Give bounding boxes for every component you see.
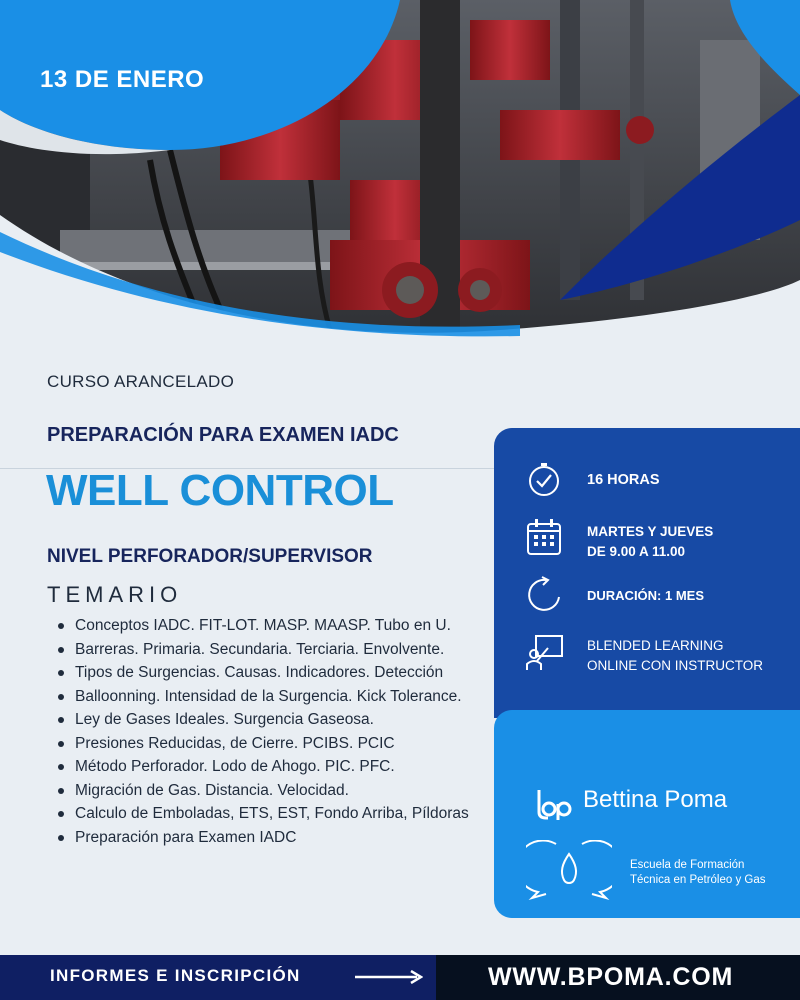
syllabus-item: Preparación para Examen IADC (48, 826, 493, 850)
brand-emblem-icon (526, 840, 612, 900)
syllabus-item: Ley de Gases Ideales. Surgencia Gaseosa. (48, 708, 493, 732)
duration-text: DURACIÓN: 1 MES (587, 588, 705, 603)
wellhead-photo (0, 0, 800, 340)
bp-logo-icon (536, 790, 572, 820)
syllabus-item: Método Perforador. Lodo de Ahogo. PIC. PFC. (48, 755, 493, 779)
brand-box (494, 710, 800, 918)
school-line1: Escuela de Formación (630, 859, 745, 871)
schedule-days: MARTES Y JUEVES (587, 524, 714, 539)
presentation-icon (526, 634, 566, 672)
mode-line1: BLENDED LEARNING (587, 638, 724, 653)
course-info-panel (494, 428, 800, 718)
course-type: CURSO ARANCELADO (47, 372, 235, 391)
school-line2: Técnica en Petróleo y Gas (630, 874, 766, 886)
brand-name: Bettina Poma (583, 786, 728, 813)
syllabus-item: Balloonning. Intensidad de la Surgencia. Kick Tolerance. (48, 685, 493, 709)
syllabus-heading: TEMARIO (47, 582, 183, 607)
syllabus-item: Barreras. Primaria. Secundaria. Terciaria. Envolvente. (48, 638, 493, 662)
syllabus-item: Calculo de Emboladas, ETS, EST, Fondo Arriba, Píldoras (48, 802, 493, 826)
course-date: 13 DE ENERO (40, 66, 205, 93)
course-title: WELL CONTROL (46, 466, 394, 515)
course-subtitle: PREPARACIÓN PARA EXAMEN IADC (47, 424, 399, 446)
syllabus-item: Migración de Gas. Distancia. Velocidad. (48, 779, 493, 803)
refresh-icon (526, 576, 562, 614)
course-level: NIVEL PERFORADOR/SUPERVISOR (47, 546, 373, 567)
footer-bar (0, 955, 800, 1000)
arrow-right-icon (355, 970, 423, 984)
schedule-hours: DE 9.00 A 11.00 (587, 544, 686, 559)
hero-banner (0, 0, 800, 340)
syllabus-item: Tipos de Surgencias. Causas. Indicadores. Detección (48, 661, 493, 685)
clock-check-icon (526, 462, 562, 498)
inscription-link[interactable]: INFORMES E INSCRIPCIÓN (50, 966, 301, 985)
website-url[interactable]: WWW.BPOMA.COM (488, 963, 734, 991)
hours-text: 16 HORAS (587, 472, 660, 488)
calendar-icon (526, 518, 562, 556)
mode-line2: ONLINE CON INSTRUCTOR (587, 658, 764, 673)
syllabus-list (48, 614, 493, 849)
website-block (436, 955, 800, 1000)
syllabus-item: Conceptos IADC. FIT-LOT. MASP. MAASP. Tubo en U. (48, 614, 493, 638)
syllabus-item: Presiones Reducidas, de Cierre. PCIBS. PCIC (48, 732, 493, 756)
